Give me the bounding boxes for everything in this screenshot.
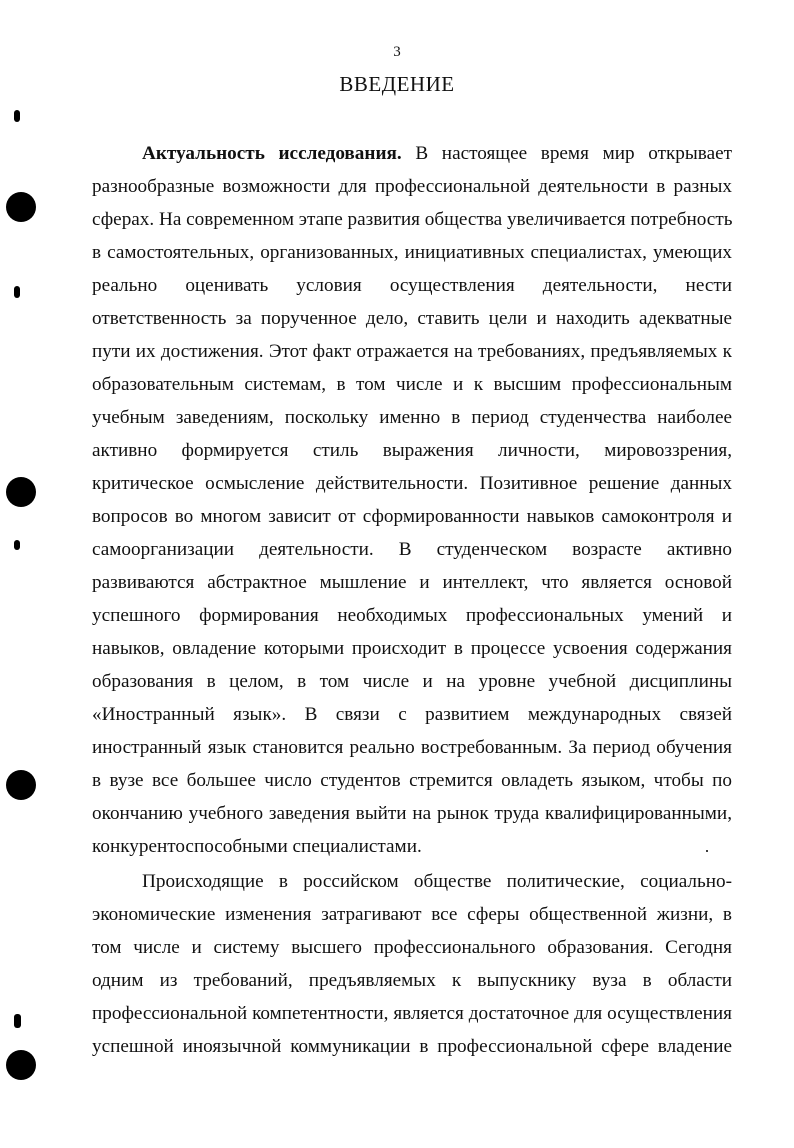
- text-line: учебным заведениям, поскольку именно в период студенчества наиболее: [92, 407, 732, 428]
- binding-mark: [14, 1014, 21, 1028]
- text-line: образования в целом, в том числе и на уровне учебной дисциплины: [92, 671, 732, 692]
- text-line: иностранный язык становится реально востребованным. За период обучения: [92, 737, 732, 758]
- text-line: [142, 142, 732, 166]
- bold-lead: Актуальность исследования.: [142, 143, 402, 164]
- binding-hole: [6, 770, 36, 800]
- binding-hole: [6, 192, 36, 222]
- text-line: профессиональной компетентности, является достаточное для осуществления: [92, 1003, 732, 1024]
- text-line: развиваются абстрактное мышление и интеллект, что является основой: [92, 572, 732, 593]
- section-heading: ВВЕДЕНИЕ: [339, 72, 455, 96]
- text-line: реально оценивать условия осуществления деятельности, нести: [92, 275, 732, 296]
- binding-mark: [14, 110, 20, 122]
- line-text: В настоящее время мир открывает: [401, 143, 732, 164]
- text-line: одним из требований, предъявляемых к выпускнику вуза в области: [92, 970, 732, 991]
- text-line: в вузе все большее число студентов стремится овладеть языком, чтобы по: [92, 770, 732, 791]
- text-line: вопросов во многом зависит от сформированности навыков самоконтроля и: [92, 506, 732, 527]
- text-line: окончанию учебного заведения выйти на рынок труда квалифицированными,: [92, 803, 732, 824]
- page-number: 3: [393, 44, 401, 60]
- text-line: успешной иноязычной коммуникации в профессиональной сфере владение: [92, 1036, 732, 1057]
- binding-mark: [14, 540, 20, 550]
- text-line: образовательным системам, в том числе и к высшим профессиональным: [92, 374, 732, 395]
- text-line: навыков, овладение которыми происходит в процессе усвоения содержания: [92, 638, 732, 659]
- text-line: в самостоятельных, организованных, инициативных специалистах, умеющих: [92, 242, 732, 263]
- text-line: ответственность за порученное дело, ставить цели и находить адекватные: [92, 308, 732, 329]
- text-line: успешного формирования необходимых профессиональных умений и: [92, 605, 732, 626]
- text-line: разнообразные возможности для профессиональной деятельности в разных: [92, 176, 732, 197]
- text-line: «Иностранный язык». В связи с развитием международных связей: [92, 704, 732, 725]
- text-line: том числе и систему высшего профессионального образования. Сегодня: [92, 937, 732, 958]
- text-line: самоорганизации деятельности. В студенческом возрасте активно: [92, 539, 732, 560]
- text-line: Происходящие в российском обществе политические, социально-: [142, 871, 732, 892]
- text-line: активно формируется стиль выражения личности, мировоззрения,: [92, 440, 732, 461]
- text-line: критическое осмысление действительности. Позитивное решение данных: [92, 473, 732, 494]
- text-line: экономические изменения затрагивают все сферы общественной жизни, в: [92, 904, 732, 925]
- binding-hole: [6, 1050, 36, 1080]
- text-line: конкурентоспособными специалистами.: [92, 836, 422, 857]
- text-line: сферах. На современном этапе развития общества увеличивается потребность: [92, 209, 733, 230]
- binding-mark: [14, 286, 20, 298]
- binding-hole: [6, 477, 36, 507]
- text-line: пути их достижения. Этот факт отражается на требованиях, предъявляемых к: [92, 341, 732, 362]
- speck: [706, 850, 708, 852]
